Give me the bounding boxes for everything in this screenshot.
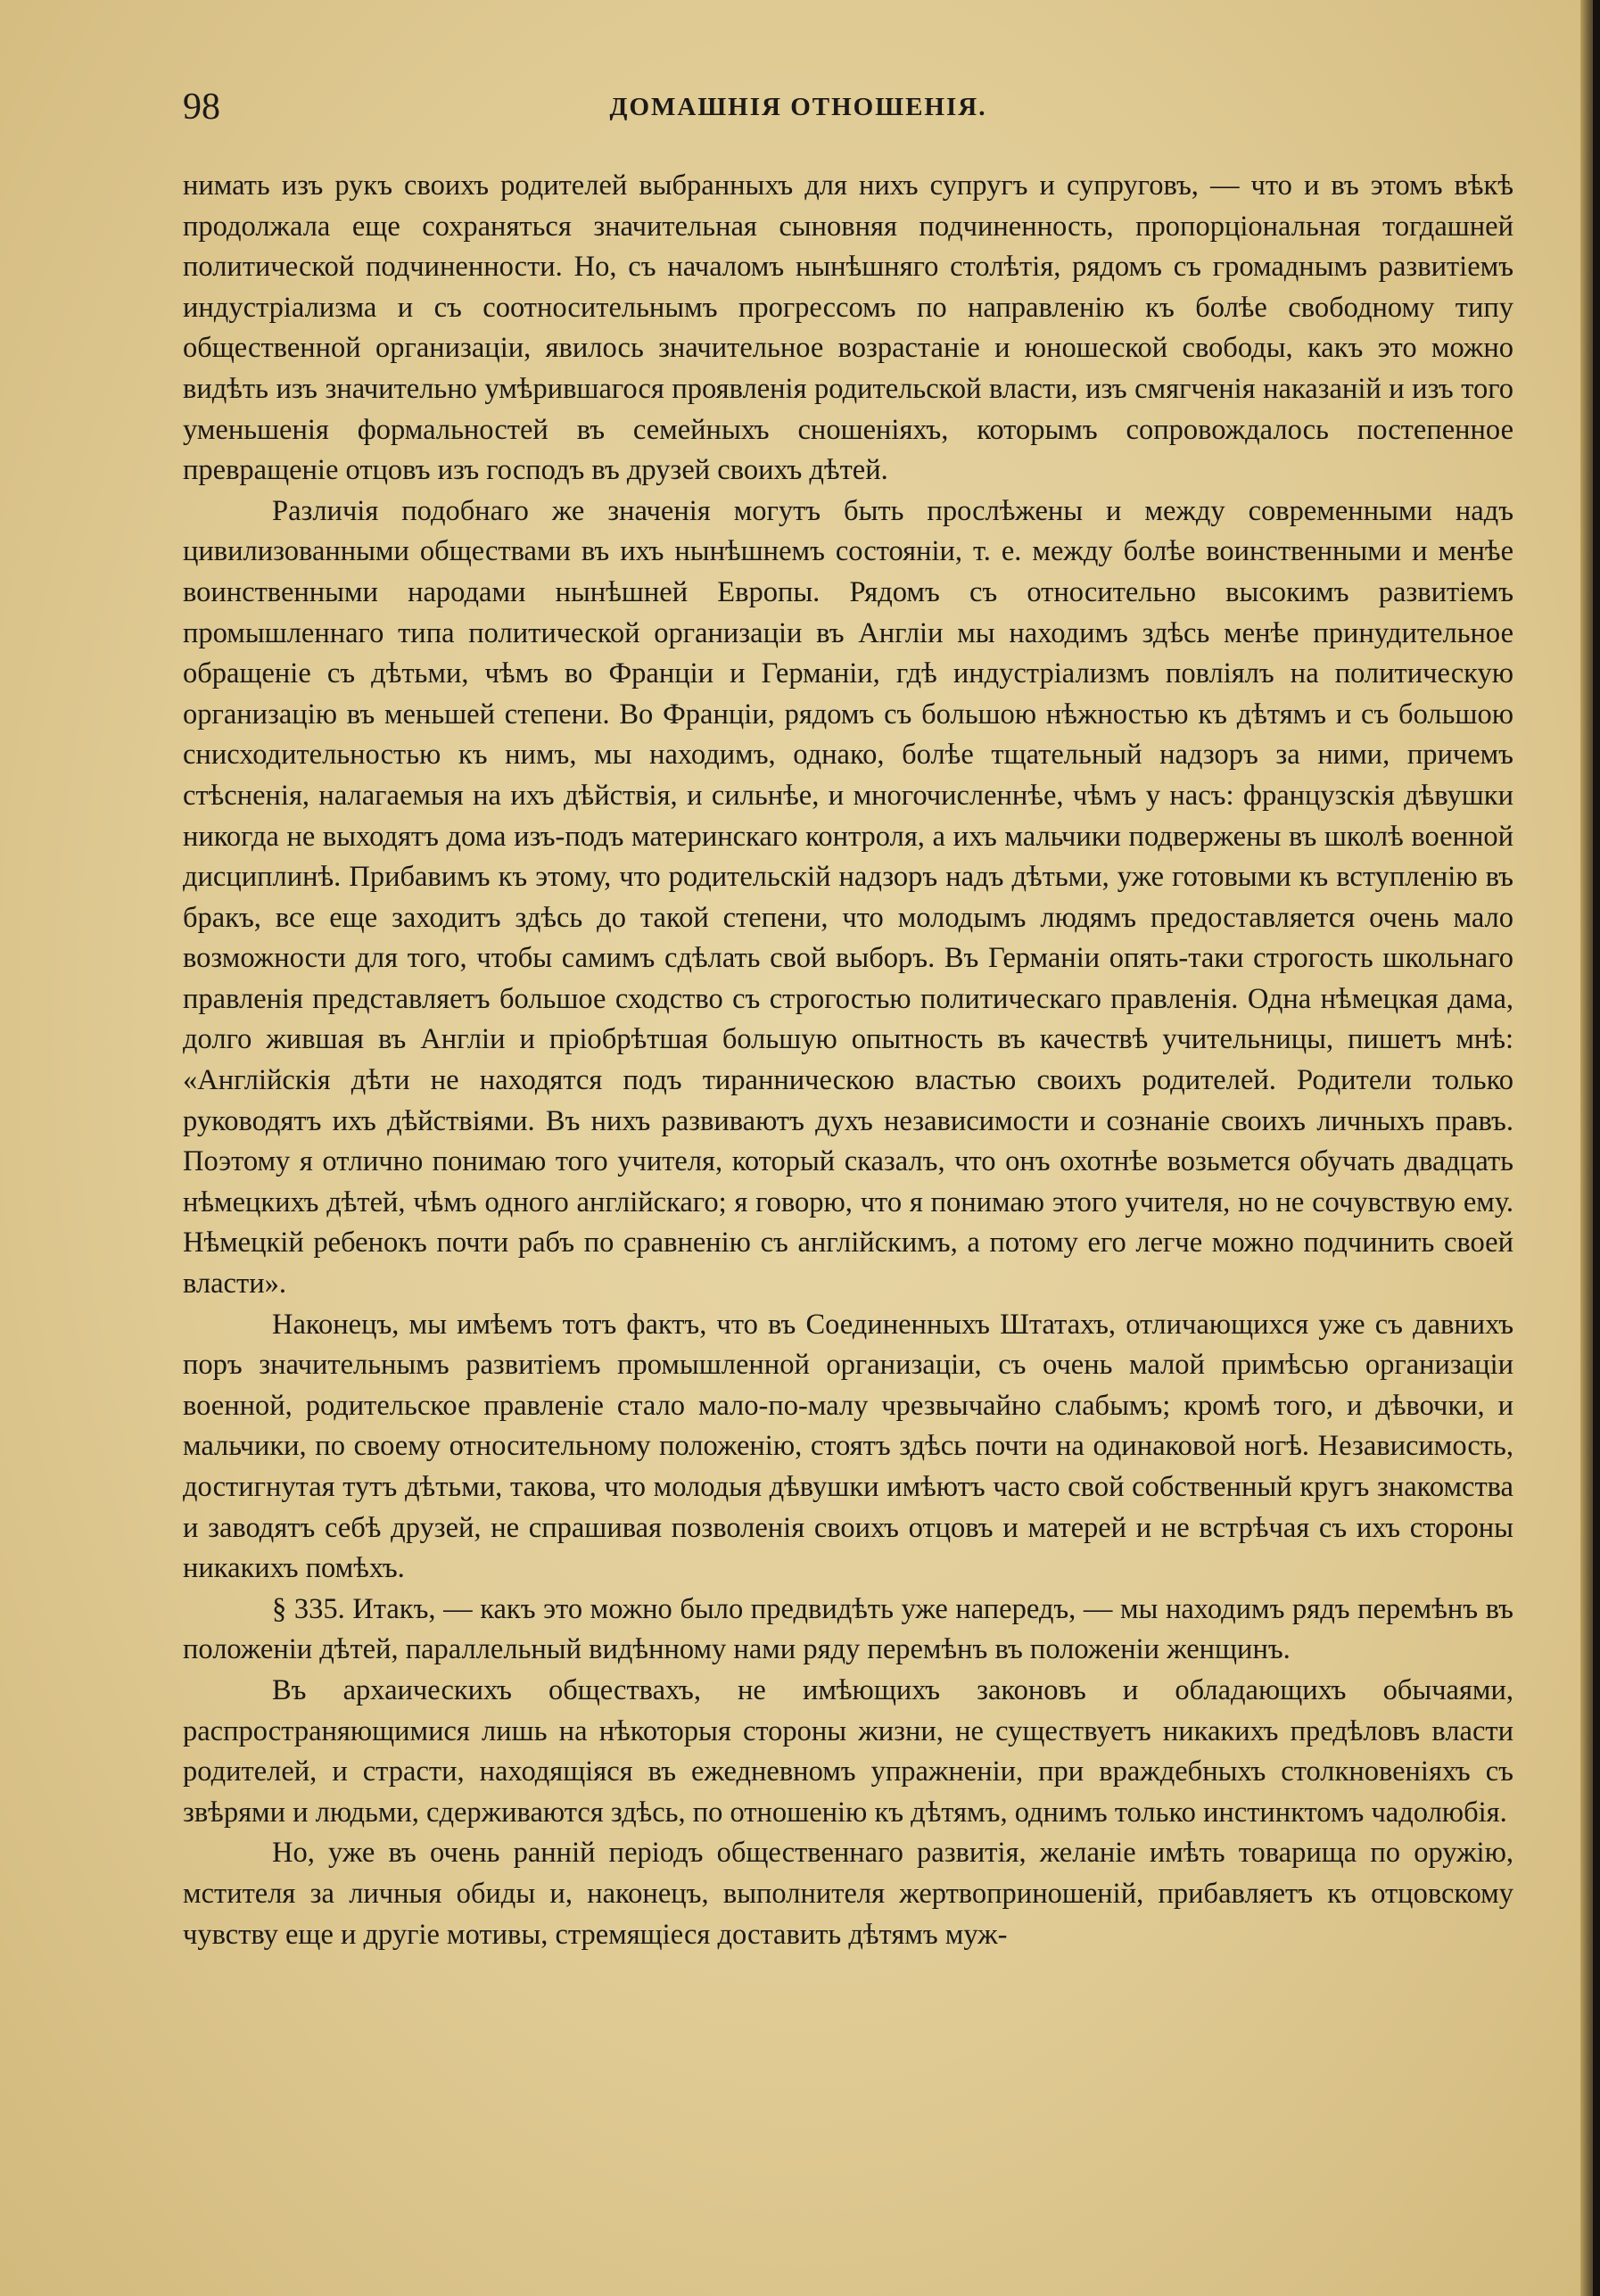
book-edge xyxy=(1593,0,1600,2296)
body-text xyxy=(183,166,1513,1955)
section-335-paragraph: § 335. Итакъ, — какъ это можно было предвидѣть уже напередъ, — мы находимъ рядъ перемѣнъ въ положеніи дѣтей, параллельный видѣнному нами ряду перемѣнъ въ положеніи женщинъ. xyxy=(183,1592,1513,1666)
page-header xyxy=(183,86,1512,130)
paragraph-3: Наконецъ, мы имѣемъ тотъ фактъ, что въ Соединенныхъ Штатахъ, отличающихся уже съ давнихъ поръ значительнымъ развитіемъ промышленной организаціи, съ очень малой примѣсью организаціи военной, родительское правленіе стало мало-по-малу чрезвычайно слабымъ; кромѣ того, и дѣвочки, и мальчики, по своему относительному положенію, стоятъ здѣсь почти на одинаковой ногѣ. Независимость, достигнутая тутъ дѣтьми, такова, что молодыя дѣвушки имѣютъ часто свой собственный кругъ знакомства и заводятъ себѣ друзей, не спрашивая позволенія своихъ отцовъ и матерей и не встрѣчая съ ихъ стороны никакихъ помѣхъ. xyxy=(183,1308,1513,1585)
paragraph-5: Въ архаическихъ обществахъ, не имѣющихъ законовъ и обладающихъ обычаями, распространяющимися лишь на нѣкоторыя стороны жизни, не существуетъ никакихъ предѣловъ власти родителей, и страсти, находящіяся въ ежедневномъ упражненіи, при враждебныхъ столкновеніяхъ съ звѣрями и людьми, сдерживаются здѣсь, по отношенію къ дѣтямъ, однимъ только инстинктомъ чадолюбія. xyxy=(183,1673,1513,1829)
paragraph-1: нимать изъ рукъ своихъ родителей выбранныхъ для нихъ супругъ и супруговъ, — что и въ этомъ вѣкѣ продолжала еще сохраняться значительная сыновняя подчиненность, пропорціональная тогдашней политической подчиненности. Но, съ началомъ нынѣшняго столѣтія, рядомъ съ громаднымъ развитіемъ индустріализма и съ соотносительнымъ прогрессомъ по направленію къ болѣе свободному типу общественной организаціи, явилось значительное возрастаніе и юношеской свободы, какъ это можно видѣть изъ значительно умѣрившагося проявленія родительской власти, изъ смягченія наказаній и изъ того уменьшенія формальностей въ семейныхъ сношеніяхъ, которымъ сопровождалось постепенное превращеніе отцовъ изъ господъ въ друзей своихъ дѣтей. xyxy=(183,169,1513,487)
page-number: 98 xyxy=(183,87,220,128)
paragraph-2: Различія подобнаго же значенія могутъ быть прослѣжены и между современными надъ цивилизованными обществами въ ихъ нынѣшнемъ состояніи, т. е. между болѣе воинственными и менѣе воинственными народами нынѣшней Европы. Рядомъ съ относительно высокимъ развитіемъ промышленнаго типа политической организаціи въ Англіи мы находимъ здѣсь менѣе принудительное обращеніе съ дѣтьми, чѣмъ во Франціи и Германіи, гдѣ индустріализмъ повліялъ на политическую организацію въ меньшей степени. Во Франціи, рядомъ съ большою нѣжностью къ дѣтямъ и съ большою снисходительностью къ нимъ, мы находимъ, однако, болѣе тщательный надзоръ за ними, причемъ стѣсненія, налагаемыя на ихъ дѣйствія, и сильнѣе, и многочисленнѣе, чѣмъ у насъ: французскія дѣвушки никогда не выходятъ дома изъ-подъ материнскаго контроля, а ихъ мальчики подвержены въ школѣ военной дисциплинѣ. Прибавимъ къ этому, что родительскій надзоръ надъ дѣтьми, уже готовыми къ вступленію въ бракъ, все еще заходитъ здѣсь до такой степени, что молодымъ людямъ предоставляется очень мало возможности для того, чтобы самимъ сдѣлать свой выборъ. Въ Германіи опять-таки строгость школьнаго правленія представляетъ большое сходство съ строгостью политическаго правленія. Одна нѣмецкая дама, долго жившая въ Англіи и пріобрѣтшая большую опытность въ качествѣ учительницы, пишетъ мнѣ: «Англійскія дѣти не находятся подъ тиранническою властью своихъ родителей. Родители только руководятъ ихъ дѣйствіями. Въ нихъ развиваютъ духъ независимости и сознаніе своихъ личныхъ правъ. Поэтому я отлично понимаю того учителя, который сказалъ, что онъ охотнѣе возьмется обучать двадцать нѣмецкихъ дѣтей, чѣмъ одного англійскаго; я говорю, что я понимаю этого учителя, но не сочувствую ему. Нѣмецкій ребенокъ почти рабъ по сравненію съ англійскимъ, а потому его легче можно подчинить своей власти». xyxy=(183,494,1513,1301)
paragraph-6: Но, уже въ очень ранній періодъ общественнаго развитія, желаніе имѣть товарища по оружію, мстителя за личныя обиды и, наконецъ, выполнителя жертвоприношеній, прибавляетъ къ отцовскому чувству еще и другіе мотивы, стремящіеся доставить дѣтямъ муж- xyxy=(183,1837,1513,1951)
running-title: ДОМАШНІЯ ОТНОШЕНІЯ. xyxy=(609,93,987,121)
